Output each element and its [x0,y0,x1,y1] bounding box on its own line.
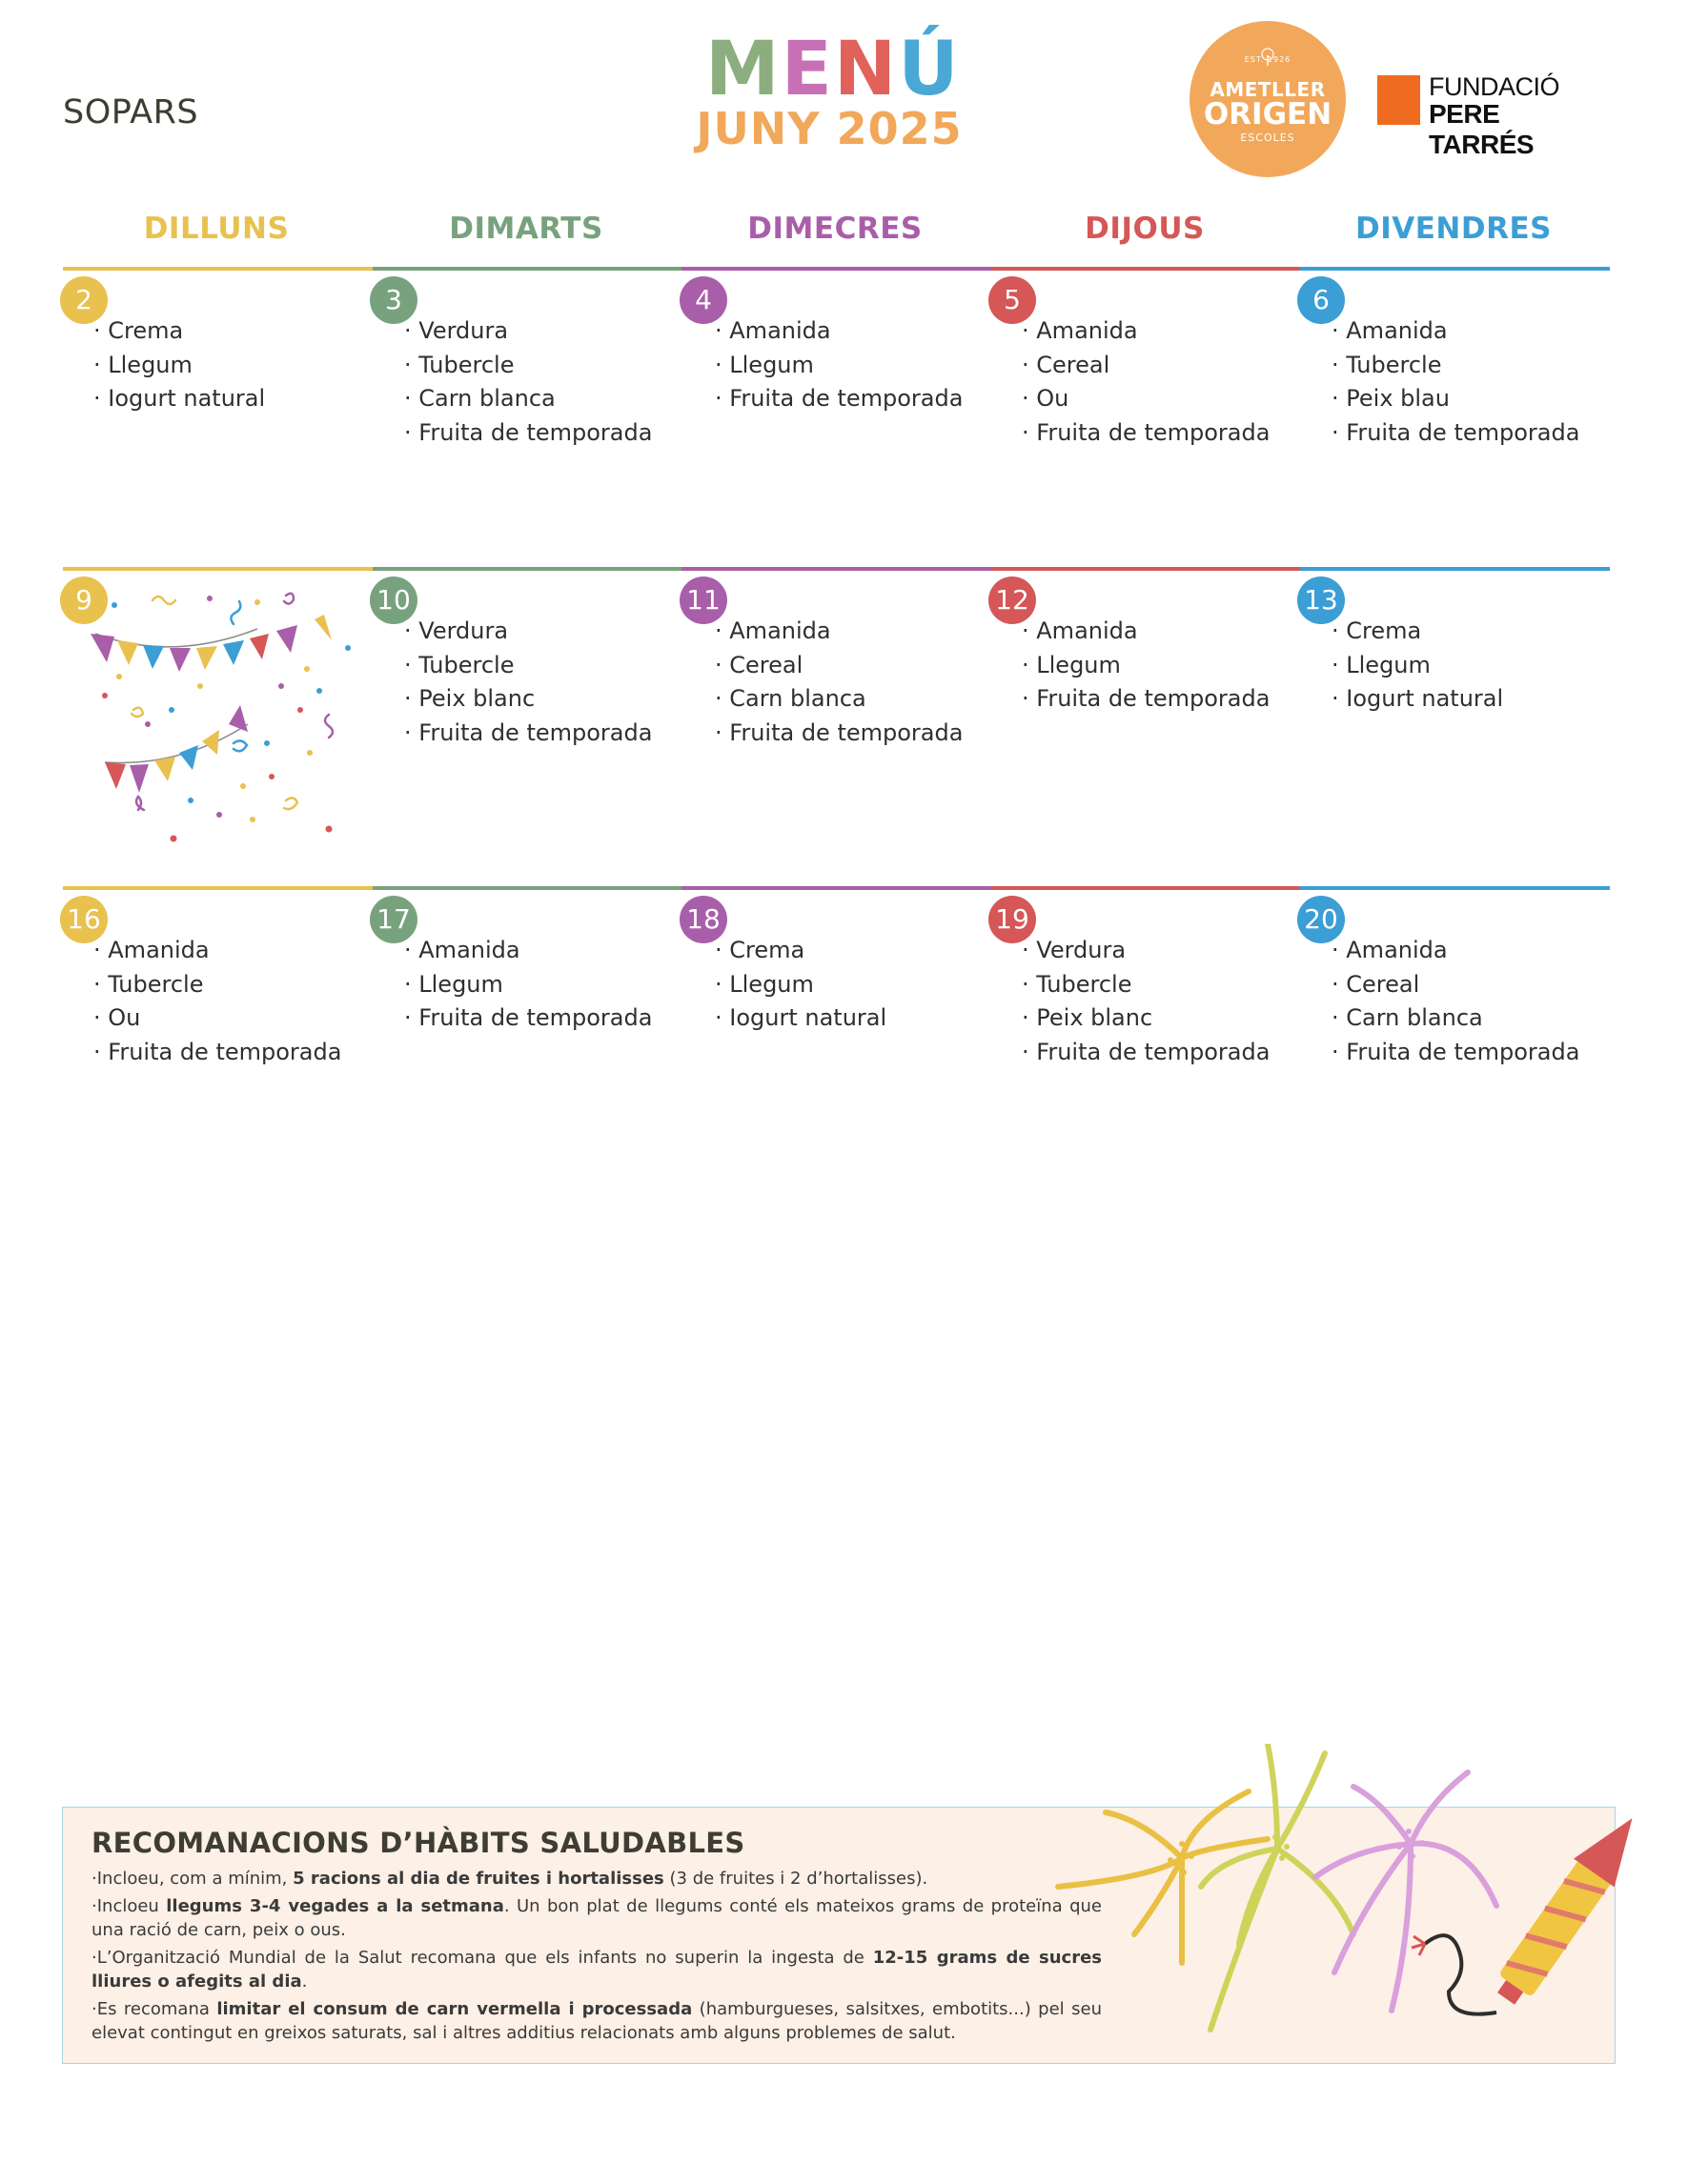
menu-item: · Fruita de temporada [1022,682,1270,717]
recommendation-paragraph [92,1867,1102,1891]
day-number-badge: 17 [370,896,417,943]
recommendation-text-run: . [301,1972,308,1992]
menu-item: · Cereal [715,649,963,683]
menu-item: · Fruita de temporada [1022,416,1270,451]
day-number-badge: 20 [1297,896,1345,943]
logo-line-2: ORIGEN [1203,97,1332,131]
week-divider [681,567,991,571]
orange-square-icon [1377,75,1420,125]
menu-item-list [404,314,652,450]
day-number-badge: 13 [1297,576,1345,624]
menu-item: · Peix blanc [1022,1001,1270,1036]
section-title: SOPARS [63,93,199,131]
menu-item: · Amanida [404,934,652,968]
menu-item-list [715,615,963,750]
menu-item: · Tubercle [1022,968,1270,1002]
menu-item: · Llegum [1022,649,1270,683]
recommendation-highlight: 12-15 grams de sucres lliures o afegits al dia [92,1948,1103,1992]
recommendation-text-run: ·Es recomana [92,1999,217,2019]
recommendation-paragraph [92,1997,1102,2045]
menu-item: · Fruita de temporada [715,382,963,416]
recommendation-paragraph [92,1894,1102,1942]
menu-item: · Iogurt natural [715,1001,886,1036]
menu-item: · Amanida [1022,615,1270,649]
week-divider [1300,886,1610,890]
menu-item: · Amanida [1332,314,1579,349]
recommendation-text-run: (3 de fruites i 2 d’hortalisses). [663,1869,928,1889]
day-header-4: DIVENDRES [1355,212,1552,246]
fundacio-pere-tarres-logo [1377,72,1596,159]
menu-item-list [715,934,886,1036]
menu-item: · Tubercle [93,968,341,1002]
menu-item: · Amanida [1332,934,1579,968]
menu-item-list [93,314,265,416]
day-number-badge: 2 [60,276,108,324]
menu-item: · Ou [1022,382,1270,416]
day-number-badge: 5 [988,276,1036,324]
menu-item-list [1022,615,1270,717]
day-number-badge: 4 [680,276,727,324]
menu-item: · Fruita de temporada [1332,1036,1579,1070]
menu-item: · Tubercle [404,649,652,683]
menu-item: · Peix blanc [404,682,652,717]
menu-item: · Amanida [93,934,341,968]
day-number-badge: 10 [370,576,417,624]
logo-est-text: EST. 1926 [1244,55,1291,64]
menu-item: · Crema [93,314,265,349]
week-divider [681,267,991,271]
fundacio-logo-line-2: PERE TARRÉS [1429,99,1535,159]
day-number-badge: 16 [60,896,108,943]
logo-line-1: AMETLLER [1210,78,1326,101]
menu-item: · Amanida [1022,314,1270,349]
menu-item: · Fruita de temporada [404,416,652,451]
menu-item-list [404,615,652,750]
day-header-2: DIMECRES [747,212,923,246]
recommendations-text [92,1867,1102,2049]
menu-title-letter-1: M [705,27,782,112]
week-divider [681,886,991,890]
recommendation-paragraph [92,1946,1102,1993]
fundacio-logo-line-1: FUNDACIÓ [1429,72,1559,101]
menu-item: · Fruita de temporada [404,1001,652,1036]
menu-item: · Crema [715,934,886,968]
fireworks-rocket-icon [1048,1744,1639,2068]
recommendation-text-run: (hamburgueses, salsitxes, embotits...) pel seu elevat contingut en greixos saturats, sal i altres additius relacionats amb alguns problemes de salut. [92,1999,1102,2043]
menu-item: · Fruita de temporada [1022,1036,1270,1070]
menu-item: · Iogurt natural [1332,682,1503,717]
week-divider [373,886,682,890]
menu-item-list [1332,934,1579,1069]
week-divider [991,267,1301,271]
menu-item: · Amanida [715,314,963,349]
day-number-badge: 19 [988,896,1036,943]
day-header-0: DILLUNS [143,212,290,246]
menu-item: · Llegum [1332,649,1503,683]
day-number-badge: 9 [60,576,108,624]
week-divider [373,567,682,571]
day-number-badge: 12 [988,576,1036,624]
menu-item: · Fruita de temporada [715,717,963,751]
ametller-origen-logo [1190,21,1346,177]
party-bunting-confetti-icon [86,581,362,858]
recommendation-text-run: ·Incloeu [92,1896,167,1916]
week-divider [991,567,1301,571]
menu-item: · Verdura [404,615,652,649]
day-number-badge: 11 [680,576,727,624]
menu-item: · Fruita de temporada [1332,416,1579,451]
recommendations-title: RECOMANACIONS D’HÀBITS SALUDABLES [92,1827,745,1859]
day-header-1: DIMARTS [449,212,603,246]
recommendation-text-run: ·Incloeu, com a mínim, [92,1869,294,1889]
week-divider [1300,267,1610,271]
menu-title-letter-2: E [781,27,834,112]
menu-item: · Carn blanca [715,682,963,717]
menu-item: · Fruita de temporada [93,1036,341,1070]
menu-title-letter-4: Ú [898,27,961,112]
menu-item: · Peix blau [1332,382,1579,416]
day-number-badge: 6 [1297,276,1345,324]
menu-item: · Fruita de temporada [404,717,652,751]
menu-item: · Llegum [715,968,886,1002]
recommendation-text-run: . Un bon plat de llegums conté els mateixos grams de proteïna que una ració de carn, peix o ous. [92,1896,1103,1940]
menu-item-list [715,314,963,416]
menu-item-list [1022,314,1270,450]
menu-item: · Cereal [1022,349,1270,383]
week-divider [63,267,373,271]
menu-title [705,27,961,112]
week-divider [1300,567,1610,571]
menu-item: · Amanida [715,615,963,649]
week-divider [63,886,373,890]
menu-item-list [1022,934,1270,1069]
menu-item: · Cereal [1332,968,1579,1002]
menu-item: · Llegum [93,349,265,383]
day-number-badge: 3 [370,276,417,324]
recommendation-highlight: 5 racions al dia de fruites i hortalisses [293,1869,664,1889]
week-divider [63,567,373,571]
menu-item: · Tubercle [404,349,652,383]
recommendation-highlight: llegums 3-4 vegades a la setmana [166,1896,504,1916]
recommendation-text-run: ·L’Organització Mundial de la Salut recomana que els infants no superin la ingesta de [92,1948,873,1968]
menu-item: · Llegum [715,349,963,383]
day-number-badge: 18 [680,896,727,943]
menu-item: · Llegum [404,968,652,1002]
menu-item: · Crema [1332,615,1503,649]
week-divider [373,267,682,271]
logo-line-3: ESCOLES [1240,131,1295,144]
menu-item: · Iogurt natural [93,382,265,416]
menu-item: · Tubercle [1332,349,1579,383]
menu-item: · Verdura [1022,934,1270,968]
menu-item: · Carn blanca [404,382,652,416]
week-divider [991,886,1301,890]
menu-item: · Ou [93,1001,341,1036]
menu-item: · Verdura [404,314,652,349]
menu-item-list [404,934,652,1036]
day-header-3: DIJOUS [1085,212,1205,246]
menu-title-letter-3: N [833,27,899,112]
menu-item: · Carn blanca [1332,1001,1579,1036]
menu-item-list [1332,314,1579,450]
recommendation-highlight: limitar el consum de carn vermella i processada [216,1999,693,2019]
menu-item-list [93,934,341,1069]
menu-item-list [1332,615,1503,717]
month-label: JUNY 2025 [696,103,963,154]
